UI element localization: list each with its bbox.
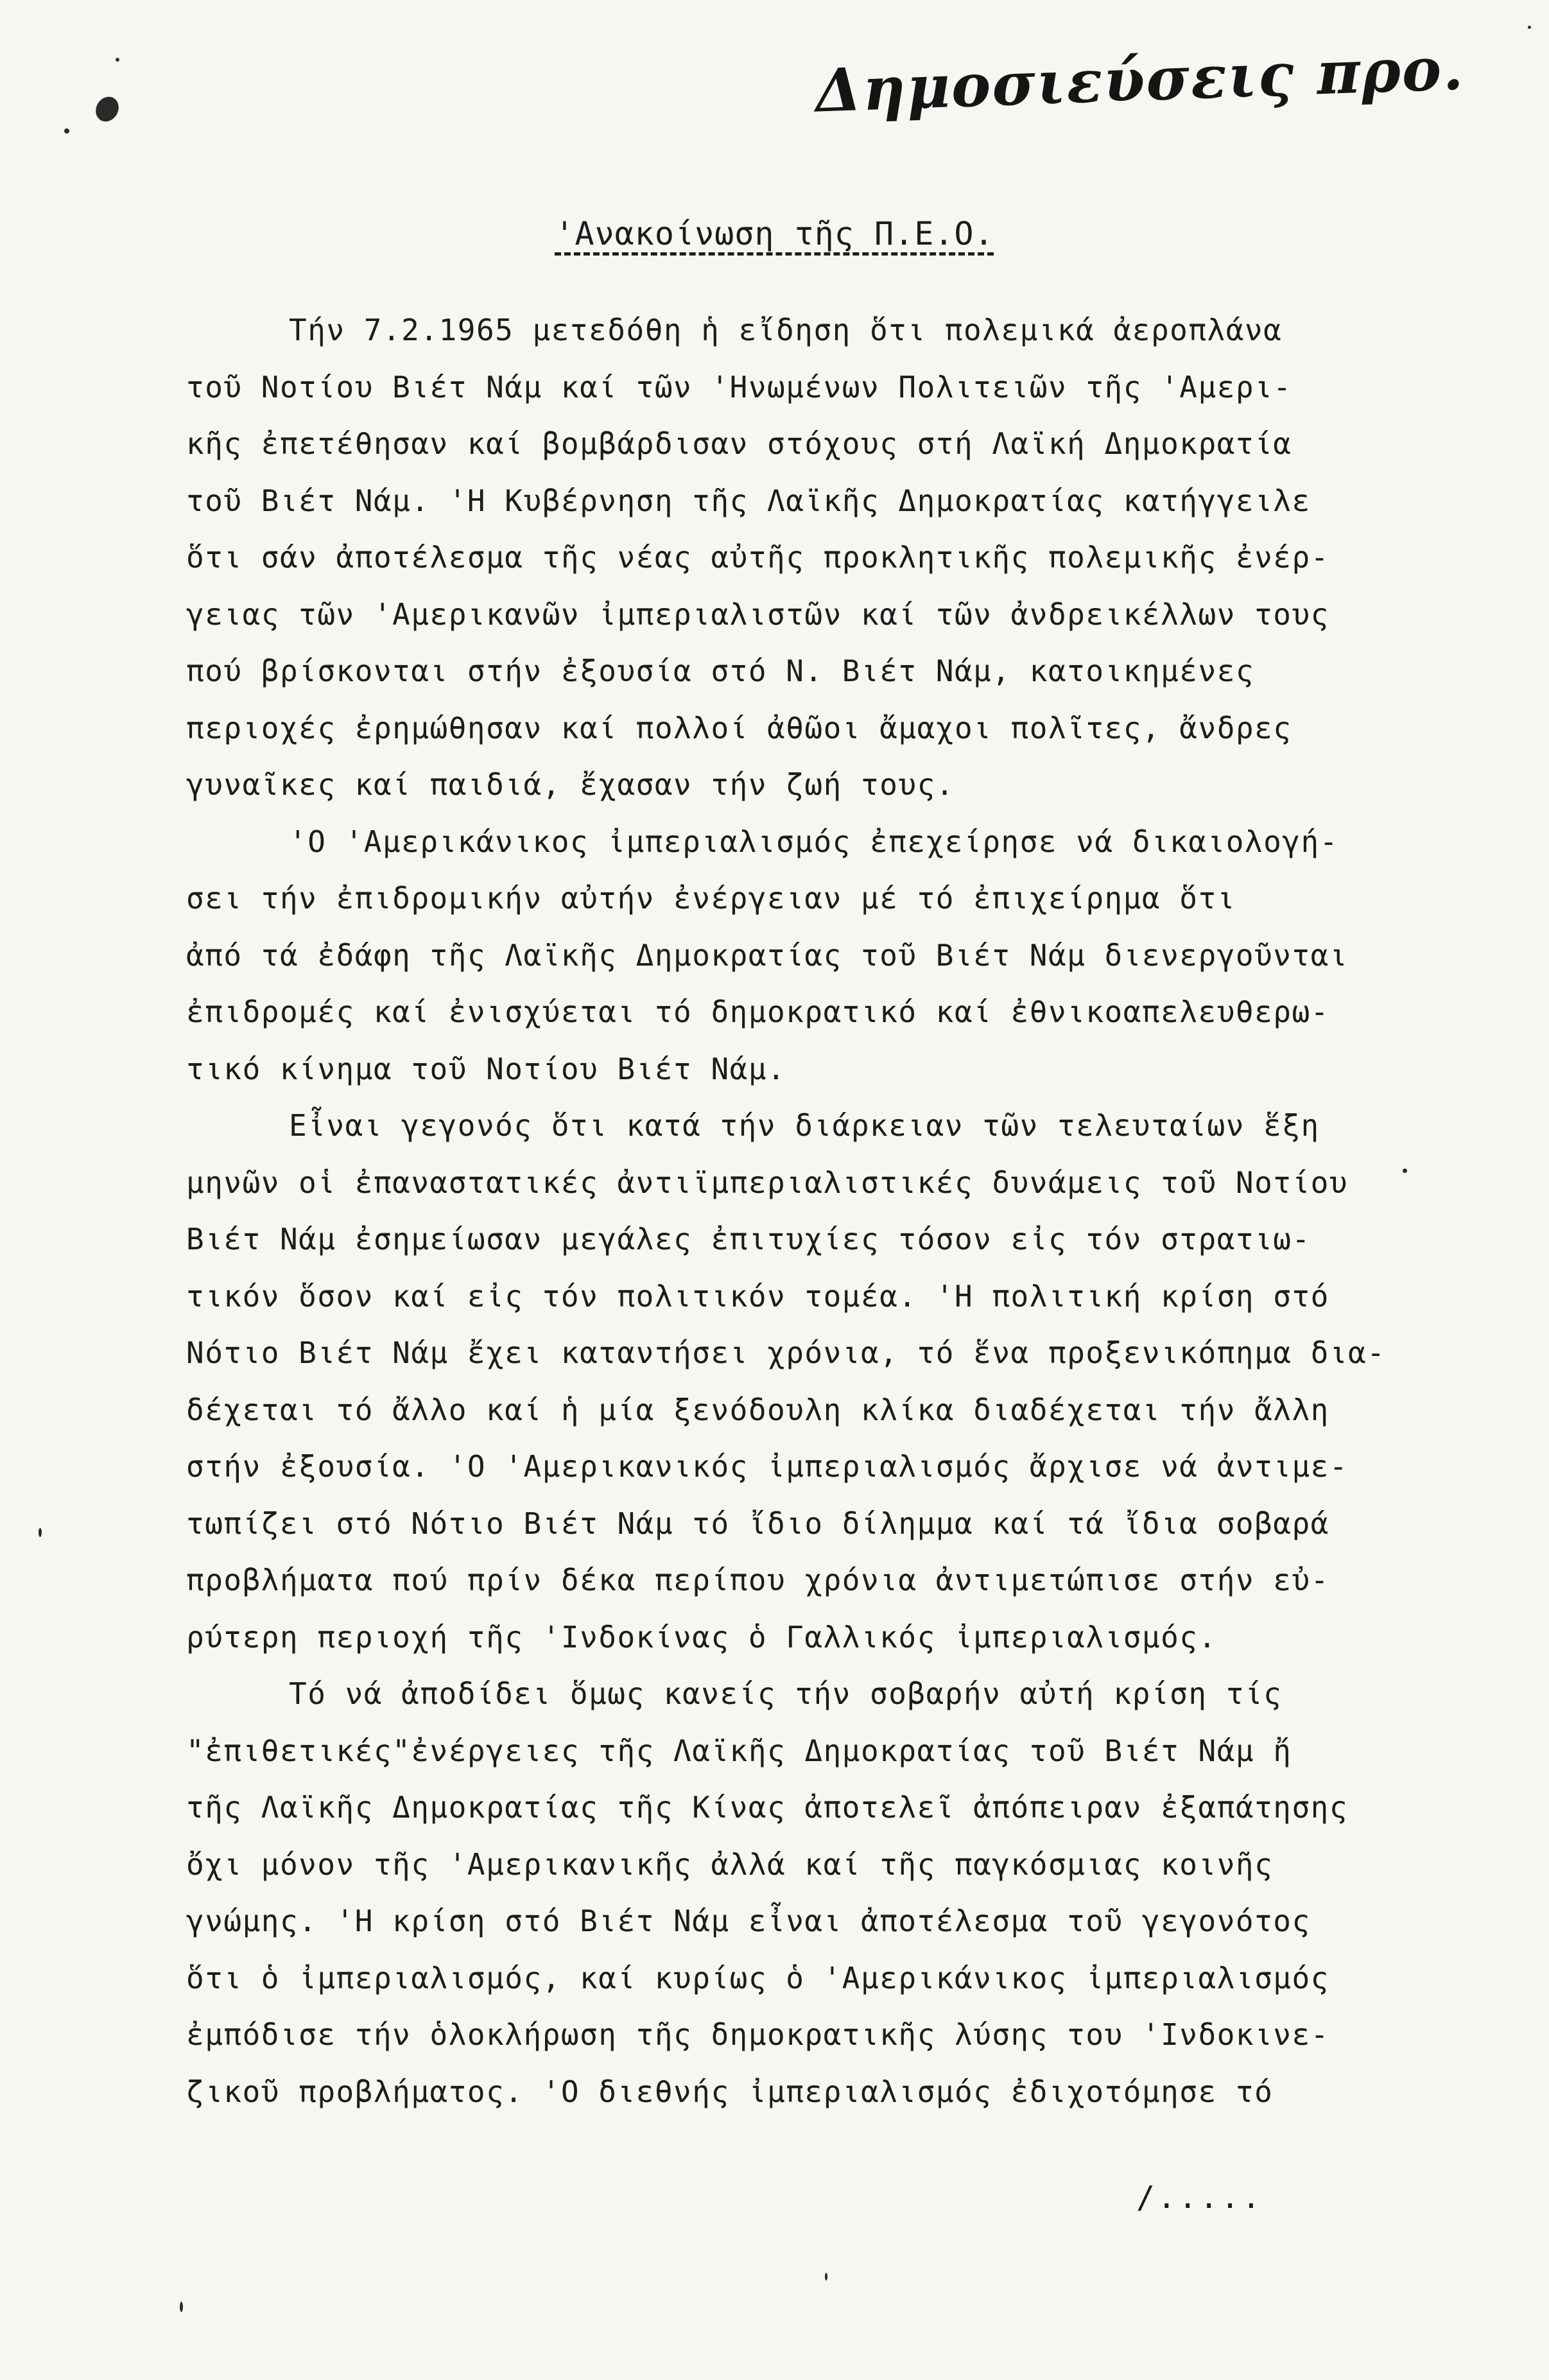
text-line: "ἐπιθετικές"ἐνέργειες τῆς Λαϊκῆς Δημοκρατίας τοῦ Βιέτ Νάμ ἤ — [186, 1733, 1292, 1768]
text-line: Τήν 7.2.1965 μετεδόθη ἡ εἴδηση ὅτι πολεμικά ἀεροπλάνα — [289, 313, 1283, 347]
text-line: ὅτι σάν ἀποτέλεσμα τῆς νέας αὐτῆς προκλητικῆς πολεμικῆς ἐνέρ- — [186, 540, 1329, 575]
text-line: τῆς Λαϊκῆς Δημοκρατίας τῆς Κίνας ἀποτελεῖ ἀπόπειραν ἐξαπάτησης — [186, 1790, 1349, 1825]
text-line: τικόν ὅσον καί εἰς τόν πολιτικόν τομέα. 'Η πολιτική κρίση στό — [186, 1278, 1329, 1314]
text-line: Τό νά ἀποδίδει ὅμως κανείς τήν σοβαρήν αὐτή κρίση τίς — [289, 1676, 1283, 1711]
text-line: γυναῖκες καί παιδιά, ἔχασαν τήν ζωή τους. — [186, 767, 955, 802]
text-line: Νότιο Βιέτ Νάμ ἔχει καταντήσει χρόνια, τό ἕνα προξενικόπημα δια- — [186, 1335, 1386, 1370]
title-text: 'Ανακοίνωση τῆς Π.Ε.Ο. — [555, 215, 994, 252]
text-line: μηνῶν οἱ ἐπαναστατικές ἀντιϊμπεριαλιστικές δυνάμεις τοῦ Νοτίου — [186, 1165, 1349, 1200]
text-line: Εἶναι γεγονός ὅτι κατά τήν διάρκειαν τῶν τελευταίων ἕξη — [289, 1108, 1320, 1143]
text-line: Βιέτ Νάμ ἐσημείωσαν μεγάλες ἐπιτυχίες τόσον εἰς τόν στρατιω- — [186, 1222, 1311, 1256]
scan-speck — [64, 128, 69, 134]
text-line: 'Ο 'Αμερικάνικος ἰμπεριαλισμός ἐπεχείρησε νά δικαιολογή- — [289, 824, 1338, 859]
text-line: δέχεται τό ἄλλο καί ἡ μία ξενόδουλη κλίκα διαδέχεται τήν ἄλλη — [186, 1392, 1329, 1427]
continuation-mark: /..... — [1136, 2180, 1263, 2216]
scan-speck — [1403, 1168, 1407, 1173]
text-line: προβλήματα πού πρίν δέκα περίπου χρόνια ἀντιμετώπισε στήν εὐ- — [186, 1563, 1329, 1597]
scan-speck — [116, 58, 119, 62]
text-line: ρύτερη περιοχή τῆς 'Ινδοκίνας ὁ Γαλλικός ἰμπεριαλισμός. — [186, 1619, 1217, 1655]
scan-speck — [39, 1528, 42, 1537]
text-line: ἐμπόδισε τήν ὁλοκλήρωση τῆς δημοκρατικῆς λύσης του 'Ινδοκινε- — [186, 2017, 1329, 2052]
scan-speck — [91, 92, 123, 126]
scan-speck — [1528, 26, 1531, 29]
text-line: γνώμης. 'Η κρίση στό Βιέτ Νάμ εἶναι ἀποτέλεσμα τοῦ γεγονότος — [186, 1904, 1311, 1938]
text-line: σει τήν ἐπιδρομικήν αὐτήν ἐνέργειαν μέ τό ἐπιχείρημα ὅτι — [186, 881, 1236, 916]
text-line: περιοχές ἐρημώθησαν καί πολλοί ἀθῶοι ἄμαχοι πολῖτες, ἄνδρες — [186, 710, 1292, 745]
handwritten-annotation: Δημοσιεύσεις προ. — [814, 33, 1466, 126]
text-line: τοῦ Νοτίου Βιέτ Νάμ καί τῶν 'Ηνωμένων Πολιτειῶν τῆς 'Αμερι- — [186, 369, 1292, 404]
text-line: ὄχι μόνον τῆς 'Αμερικανικῆς ἀλλά καί τῆς παγκόσμιας κοινῆς — [186, 1846, 1274, 1882]
document-title — [0, 215, 1549, 252]
text-line: τικό κίνημα τοῦ Νοτίου Βιέτ Νάμ. — [186, 1051, 786, 1086]
text-line: κῆς ἐπετέθησαν καί βομβάρδισαν στόχους στή Λαϊκή Δημοκρατία — [186, 426, 1292, 461]
text-line: στήν ἐξουσία. 'Ο 'Αμερικανικός ἰμπεριαλισμός ἄρχισε νά ἀντιμε- — [186, 1449, 1349, 1484]
text-line: τωπίζει στό Νότιο Βιέτ Νάμ τό ἴδιο δίλημμα καί τά ἴδια σοβαρά — [186, 1506, 1329, 1541]
text-line: ὅτι ὁ ἰμπεριαλισμός, καί κυρίως ὁ 'Αμερικάνικος ἰμπεριαλισμός — [186, 1960, 1329, 1995]
text-line: πού βρίσκονται στήν ἐξουσία στό Ν. Βιέτ Νάμ, κατοικημένες — [186, 654, 1255, 688]
text-line: ἀπό τά ἐδάφη τῆς Λαϊκῆς Δημοκρατίας τοῦ Βιέτ Νάμ διενεργοῦνται — [186, 937, 1349, 973]
scan-speck — [825, 2273, 827, 2280]
text-line: ἐπιδρομές καί ἐνισχύεται τό δημοκρατικό καί ἐθνικοαπελευθερω- — [186, 995, 1329, 1029]
scan-speck — [180, 2302, 183, 2312]
text-line: γειας τῶν 'Αμερικανῶν ἰμπεριαλιστῶν καί τῶν ἀνδρεικέλλων τους — [186, 596, 1329, 632]
document-body — [186, 302, 1444, 2120]
text-line: τοῦ Βιέτ Νάμ. 'Η Κυβέρνηση τῆς Λαϊκῆς Δημοκρατίας κατήγγειλε — [186, 483, 1311, 518]
text-line: ζικοῦ προβλήματος. 'Ο διεθνής ἰμπεριαλισμός ἐδιχοτόμησε τό — [186, 2074, 1274, 2109]
